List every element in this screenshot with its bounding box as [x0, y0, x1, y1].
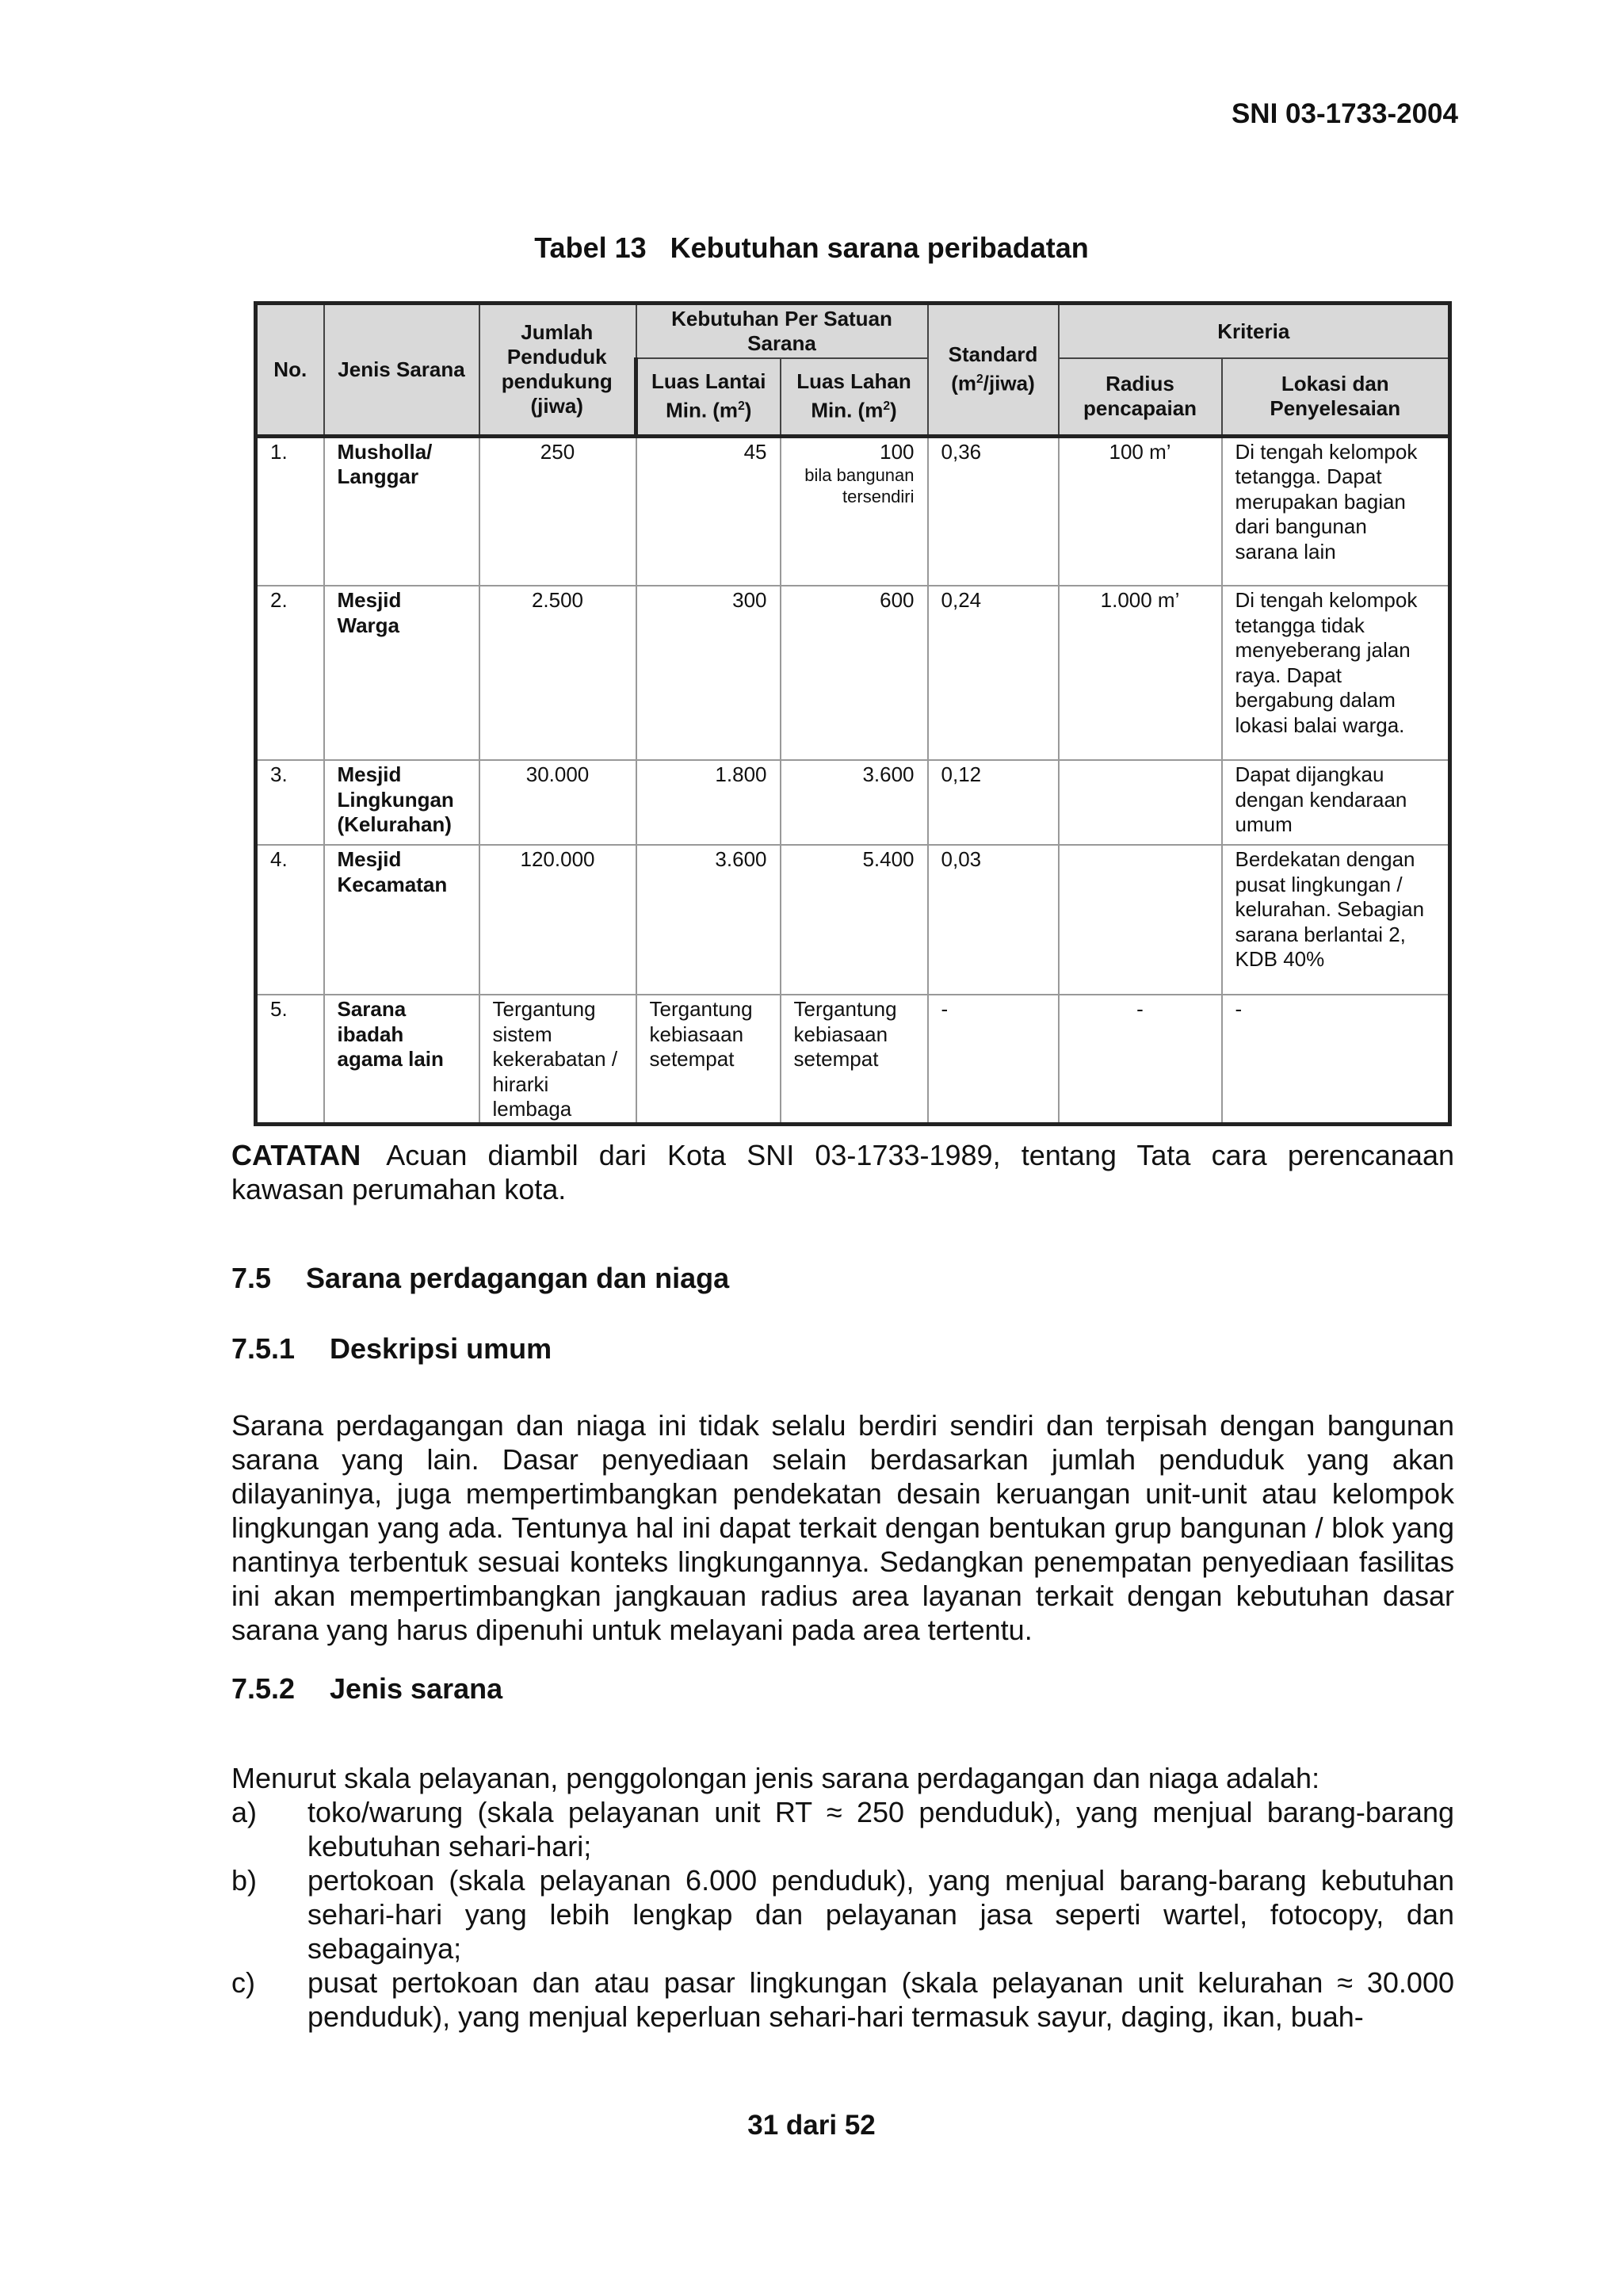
section-heading	[231, 1261, 729, 1295]
header-no: No.	[256, 304, 324, 437]
cell-standard: 0,24	[928, 586, 1059, 760]
header-kebutuhan-group: Kebutuhan Per Satuan Sarana	[636, 304, 928, 359]
note-label: CATATAN	[231, 1139, 361, 1171]
subsection-heading-jenis	[231, 1671, 502, 1706]
header-luas-lantai: Luas Lantai Min. $(m^2)$	[636, 358, 781, 436]
subsection-number: 7.5.1	[231, 1332, 296, 1365]
list-item-text: pusat pertokoan dan atau pasar lingkungan (skala pelayanan unit kelurahan ≈ 30.000 penduduk), yang menjual keperluan sehari-hari termasuk sayur, daging, ikan, buah-	[307, 1966, 1454, 2033]
cell-lokasi: -	[1222, 995, 1450, 1124]
page-number: 31 dari 52	[747, 2110, 876, 2141]
list-item-text: pertokoan (skala pelayanan 6.000 penduduk), yang menjual barang-barang kebutuhan sehari-hari yang lebih lengkap dan pelayanan jasa seperti wartel, fotocopy, dan sebagainya;	[307, 1864, 1454, 1965]
subsection-title: Deskripsi umum	[330, 1332, 552, 1365]
cell-jumlah: 250	[479, 436, 636, 586]
cell-jenis: Musholla/ Langgar	[324, 436, 479, 586]
section-title: Sarana perdagangan dan niaga	[306, 1262, 730, 1294]
header-standard: Standard $(m^2/jiwa)$	[928, 304, 1059, 437]
table-row	[256, 845, 1450, 995]
cell-lantai: Tergantung kebiasaan setempat	[636, 995, 781, 1124]
table-row	[256, 586, 1450, 760]
cell-jumlah: 30.000	[479, 760, 636, 845]
list-marker: c)	[231, 1966, 255, 1999]
cell-lahan-note: bila bangunan tersendiri	[804, 465, 915, 506]
cell-jenis: Sarana ibadah agama lain	[324, 995, 479, 1124]
list-item	[231, 1863, 1454, 1966]
cell-lantai: 300	[636, 586, 781, 760]
cell-standard: 0,36	[928, 436, 1059, 586]
jenis-intro: Menurut skala pelayanan, penggolongan jenis sarana perdagangan dan niaga adalah:	[231, 1762, 1320, 1794]
subsection-number: 7.5.2	[231, 1672, 296, 1705]
table-row	[256, 760, 1450, 845]
cell-no: 5.	[256, 995, 324, 1124]
header-jumlah-penduduk: Jumlah Penduduk pendukung (jiwa)	[479, 304, 636, 437]
cell-lahan-value: 100	[880, 439, 915, 464]
cell-lahan: 3.600	[781, 760, 928, 845]
list-marker: b)	[231, 1864, 258, 1897]
section-number: 7.5	[231, 1262, 272, 1294]
cell-radius: 100 m’	[1059, 436, 1222, 586]
deskripsi-paragraph: Sarana perdagangan dan niaga ini tidak selalu berdiri sendiri dan terpisah dengan bangunan sarana yang lain. Dasar penyediaan selain berdasarkan jumlah penduduk yang akan dilayaninya, juga mempertimbangkan pendekatan desain keruangan unit-unit atau kelompok lingkungan yang ada. Tentunya hal ini dapat terkait dengan bentukan grup bangunan / blok yang nantinya terbentuk sesuai konteks lingkungannya. Sedangkan penempatan penyediaan fasilitas ini akan mempertimbangkan jangkauan radius area layanan terkait dengan kebutuhan dasar sarana yang harus dipenuhi untuk melayani pada area tertentu.	[231, 1409, 1454, 1646]
cell-radius	[1059, 845, 1222, 995]
cell-radius: 1.000 m’	[1059, 586, 1222, 760]
cell-no: 3.	[256, 760, 324, 845]
header-radius: Radius pencapaian	[1059, 358, 1222, 436]
document-code: SNI 03-1733-2004	[1231, 98, 1458, 129]
list-marker: a)	[231, 1796, 258, 1828]
cell-standard: 0,03	[928, 845, 1059, 995]
subsection-heading-deskripsi	[231, 1331, 552, 1366]
cell-lokasi: Di tengah kelompok tetangga tidak menyeberang jalan raya. Dapat bergabung dalam lokasi balai warga.	[1222, 586, 1450, 760]
cell-lahan: 600	[781, 586, 928, 760]
table-row	[256, 995, 1450, 1124]
cell-jenis: Mesjid Kecamatan	[324, 845, 479, 995]
cell-no: 4.	[256, 845, 324, 995]
table-number: Tabel 13	[534, 231, 647, 264]
list-item	[231, 1966, 1454, 2034]
cell-jumlah: 2.500	[479, 586, 636, 760]
cell-lokasi: Berdekatan dengan pusat lingkungan / kelurahan. Sebagian sarana berlantai 2, KDB 40%	[1222, 845, 1450, 995]
cell-jenis: Mesjid Lingkungan (Kelurahan)	[324, 760, 479, 845]
header-jenis-sarana: Jenis Sarana	[324, 304, 479, 437]
header-kriteria-group: Kriteria	[1059, 304, 1450, 359]
subsection-title: Jenis sarana	[330, 1672, 503, 1705]
cell-lahan: 5.400	[781, 845, 928, 995]
list-item-text: toko/warung (skala pelayanan unit RT ≈ 250 penduduk), yang menjual barang-barang kebutuhan sehari-hari;	[307, 1796, 1454, 1862]
table-row	[256, 436, 1450, 586]
cell-standard: 0,12	[928, 760, 1059, 845]
table-note	[231, 1138, 1454, 1206]
jenis-sarana-list	[231, 1795, 1454, 2034]
cell-lantai: 3.600	[636, 845, 781, 995]
cell-lokasi: Dapat dijangkau dengan kendaraan umum	[1222, 760, 1450, 845]
cell-lahan: Tergantung kebiasaan setempat	[781, 995, 928, 1124]
cell-lokasi: Di tengah kelompok tetangga. Dapat merupakan bagian dari bangunan sarana lain	[1222, 436, 1450, 586]
cell-lantai: 45	[636, 436, 781, 586]
note-text: Acuan diambil dari Kota SNI 03-1733-1989, tentang Tata cara perencanaan kawasan perumahan kota.	[231, 1139, 1454, 1205]
cell-lantai: 1.800	[636, 760, 781, 845]
cell-radius: -	[1059, 995, 1222, 1124]
cell-no: 2.	[256, 586, 324, 760]
cell-jumlah: Tergantung sistem kekerabatan / hirarki lembaga	[479, 995, 636, 1124]
header-lokasi: Lokasi dan Penyelesaian	[1222, 358, 1450, 436]
cell-jumlah: 120.000	[479, 845, 636, 995]
cell-lahan	[781, 436, 928, 586]
cell-no: 1.	[256, 436, 324, 586]
list-item	[231, 1795, 1454, 1863]
table-title	[0, 231, 1623, 265]
cell-jenis: Mesjid Warga	[324, 586, 479, 760]
cell-radius	[1059, 760, 1222, 845]
sarana-peribadatan-table	[254, 301, 1452, 1126]
cell-standard: -	[928, 995, 1059, 1124]
table-title-text: Kebutuhan sarana peribadatan	[670, 231, 1089, 264]
header-luas-lahan: Luas Lahan Min. $(m^2)$	[781, 358, 928, 436]
